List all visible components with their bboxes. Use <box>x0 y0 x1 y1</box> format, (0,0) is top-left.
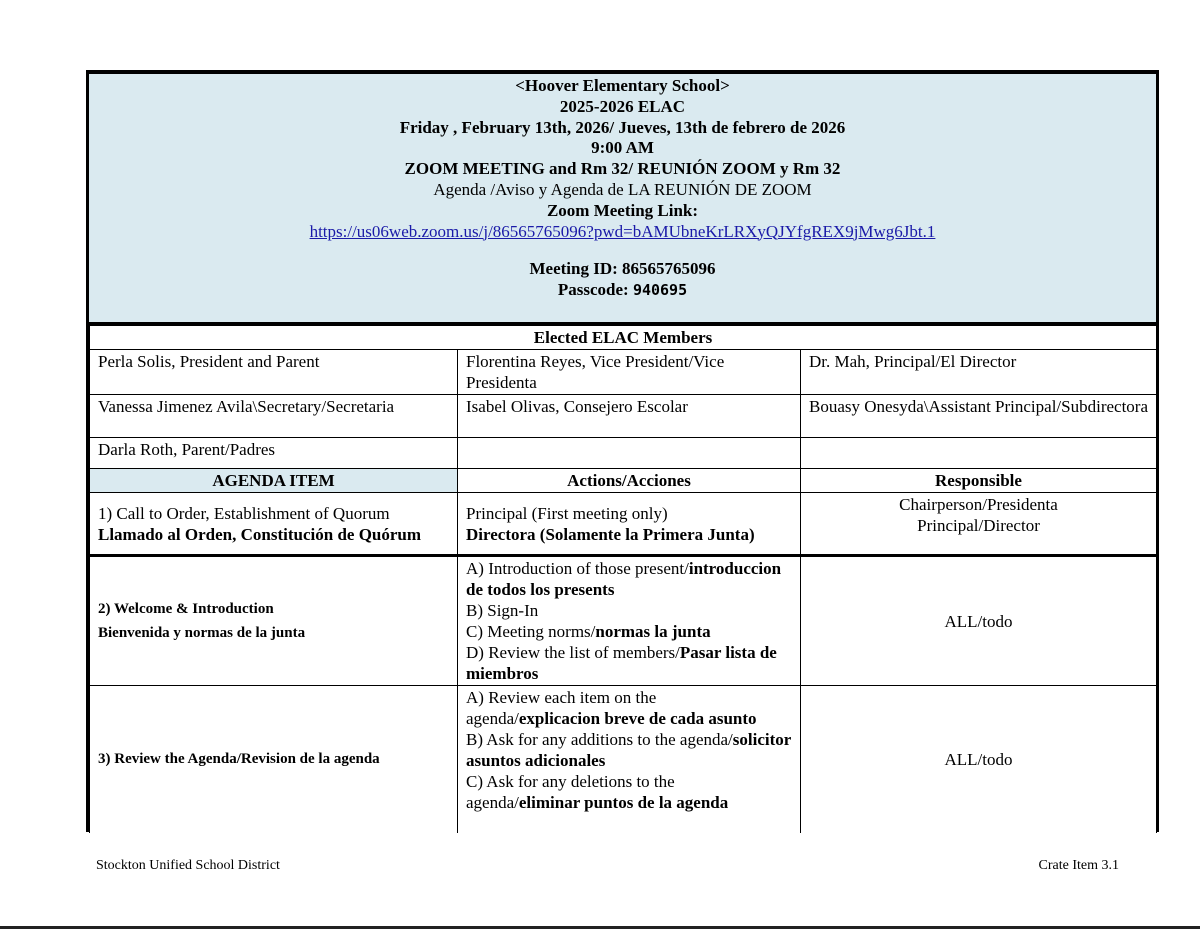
responsible-text: Principal/Director <box>917 516 1040 535</box>
zoom-meeting-link[interactable]: https://us06web.zoom.us/j/86565765096?pwd=bAMUbneKrLRXyQJYfgREX9jMwg6Jbt.1 <box>309 221 936 241</box>
footer-district: Stockton Unified School District <box>96 858 280 873</box>
footer-item-number: Crate Item 3.1 <box>1038 858 1119 873</box>
agenda-item-cell <box>90 493 458 556</box>
agenda-table <box>89 468 1157 833</box>
meeting-header <box>89 74 1156 326</box>
meeting-location: ZOOM MEETING and Rm 32/ REUNIÓN ZOOM y Rm 32 <box>404 159 841 179</box>
action-a: A) Review each item on the agenda/explicacion breve de cada asunto <box>466 688 757 728</box>
passcode-label: Passcode: <box>557 280 633 300</box>
action-cell <box>458 556 801 686</box>
agenda-title: Agenda /Aviso y Agenda de LA REUNIÓN DE ZOOM <box>433 179 812 199</box>
agenda-row-1 <box>90 493 1157 556</box>
member-cell <box>801 438 1157 470</box>
action-a: A) Introduction of those present/introduccion de todos los presents <box>466 559 782 599</box>
item-title: 3) Review the Agenda/Revision de la agenda <box>98 750 380 767</box>
member-cell: Dr. Mah, Principal/El Director <box>801 350 1157 395</box>
responsible-cell <box>801 556 1157 686</box>
member-cell: Darla Roth, Parent/Padres <box>90 438 458 470</box>
member-cell: Perla Solis, President and Parent <box>90 350 458 395</box>
table-row <box>90 438 1157 470</box>
responsible-text: ALL/todo <box>944 611 1013 631</box>
action-c: C) Meeting norms/normas la junta <box>466 622 711 641</box>
action-d: D) Review the list of members/Pasar lista de miembros <box>466 643 777 683</box>
meeting-time: 9:00 AM <box>591 138 654 158</box>
agenda-header-row <box>90 469 1157 493</box>
action-text-es: Directora (Solamente la Primera Junta) <box>466 524 755 544</box>
item-title: 1) Call to Order, Establishment of Quorum <box>98 503 390 523</box>
page-bottom-rule <box>0 926 1200 929</box>
elected-members-table <box>89 326 1157 470</box>
passcode-value: 940695 <box>632 281 688 300</box>
agenda-item-cell <box>90 556 458 686</box>
responsible-cell <box>801 686 1157 833</box>
item-title-es: Llamado al Orden, Constitución de Quórum <box>98 524 422 544</box>
member-cell: Isabel Olivas, Consejero Escolar <box>458 395 801 438</box>
header-agenda-item: AGENDA ITEM <box>90 469 458 493</box>
action-c: C) Ask for any deletions to the agenda/eliminar puntos de la agenda <box>466 772 729 812</box>
action-cell <box>458 493 801 556</box>
responsible-cell <box>801 493 1157 556</box>
passcode <box>89 280 1156 301</box>
agenda-item-cell <box>90 686 458 833</box>
member-cell: Florentina Reyes, Vice President/Vice Presidenta <box>458 350 801 395</box>
agenda-row-3 <box>90 686 1157 833</box>
table-row <box>90 350 1157 395</box>
members-title: Elected ELAC Members <box>90 326 1157 350</box>
action-b: B) Ask for any additions to the agenda/solicitor asuntos adicionales <box>466 730 791 770</box>
action-cell <box>458 686 801 833</box>
school-name: <Hoover Elementary School> <box>515 76 730 95</box>
meeting-id: Meeting ID: 86565765096 <box>529 259 716 279</box>
header-actions: Actions/Acciones <box>458 469 801 493</box>
action-b: B) Sign-In <box>466 601 539 620</box>
member-cell: Vanessa Jimenez Avila\Secretary/Secretaria <box>90 395 458 438</box>
zoom-link-label: Zoom Meeting Link: <box>546 200 699 220</box>
meeting-date: Friday , February 13th, 2026/ Jueves, 13th de febrero de 2026 <box>399 117 846 137</box>
item-title: 2) Welcome & Introduction <box>98 601 274 617</box>
header-responsible: Responsible <box>801 469 1157 493</box>
table-row <box>90 395 1157 438</box>
item-title-es: Bienvenida y normas de la junta <box>98 625 306 641</box>
action-text: Principal (First meeting only) <box>466 503 668 523</box>
member-cell: Bouasy Onesyda\Assistant Principal/Subdirectora <box>801 395 1157 438</box>
school-year: 2025-2026 ELAC <box>559 96 686 116</box>
member-cell <box>458 438 801 470</box>
responsible-text: Chairperson/Presidenta <box>899 495 1058 514</box>
agenda-row-2 <box>90 556 1157 686</box>
responsible-text: ALL/todo <box>944 749 1013 769</box>
